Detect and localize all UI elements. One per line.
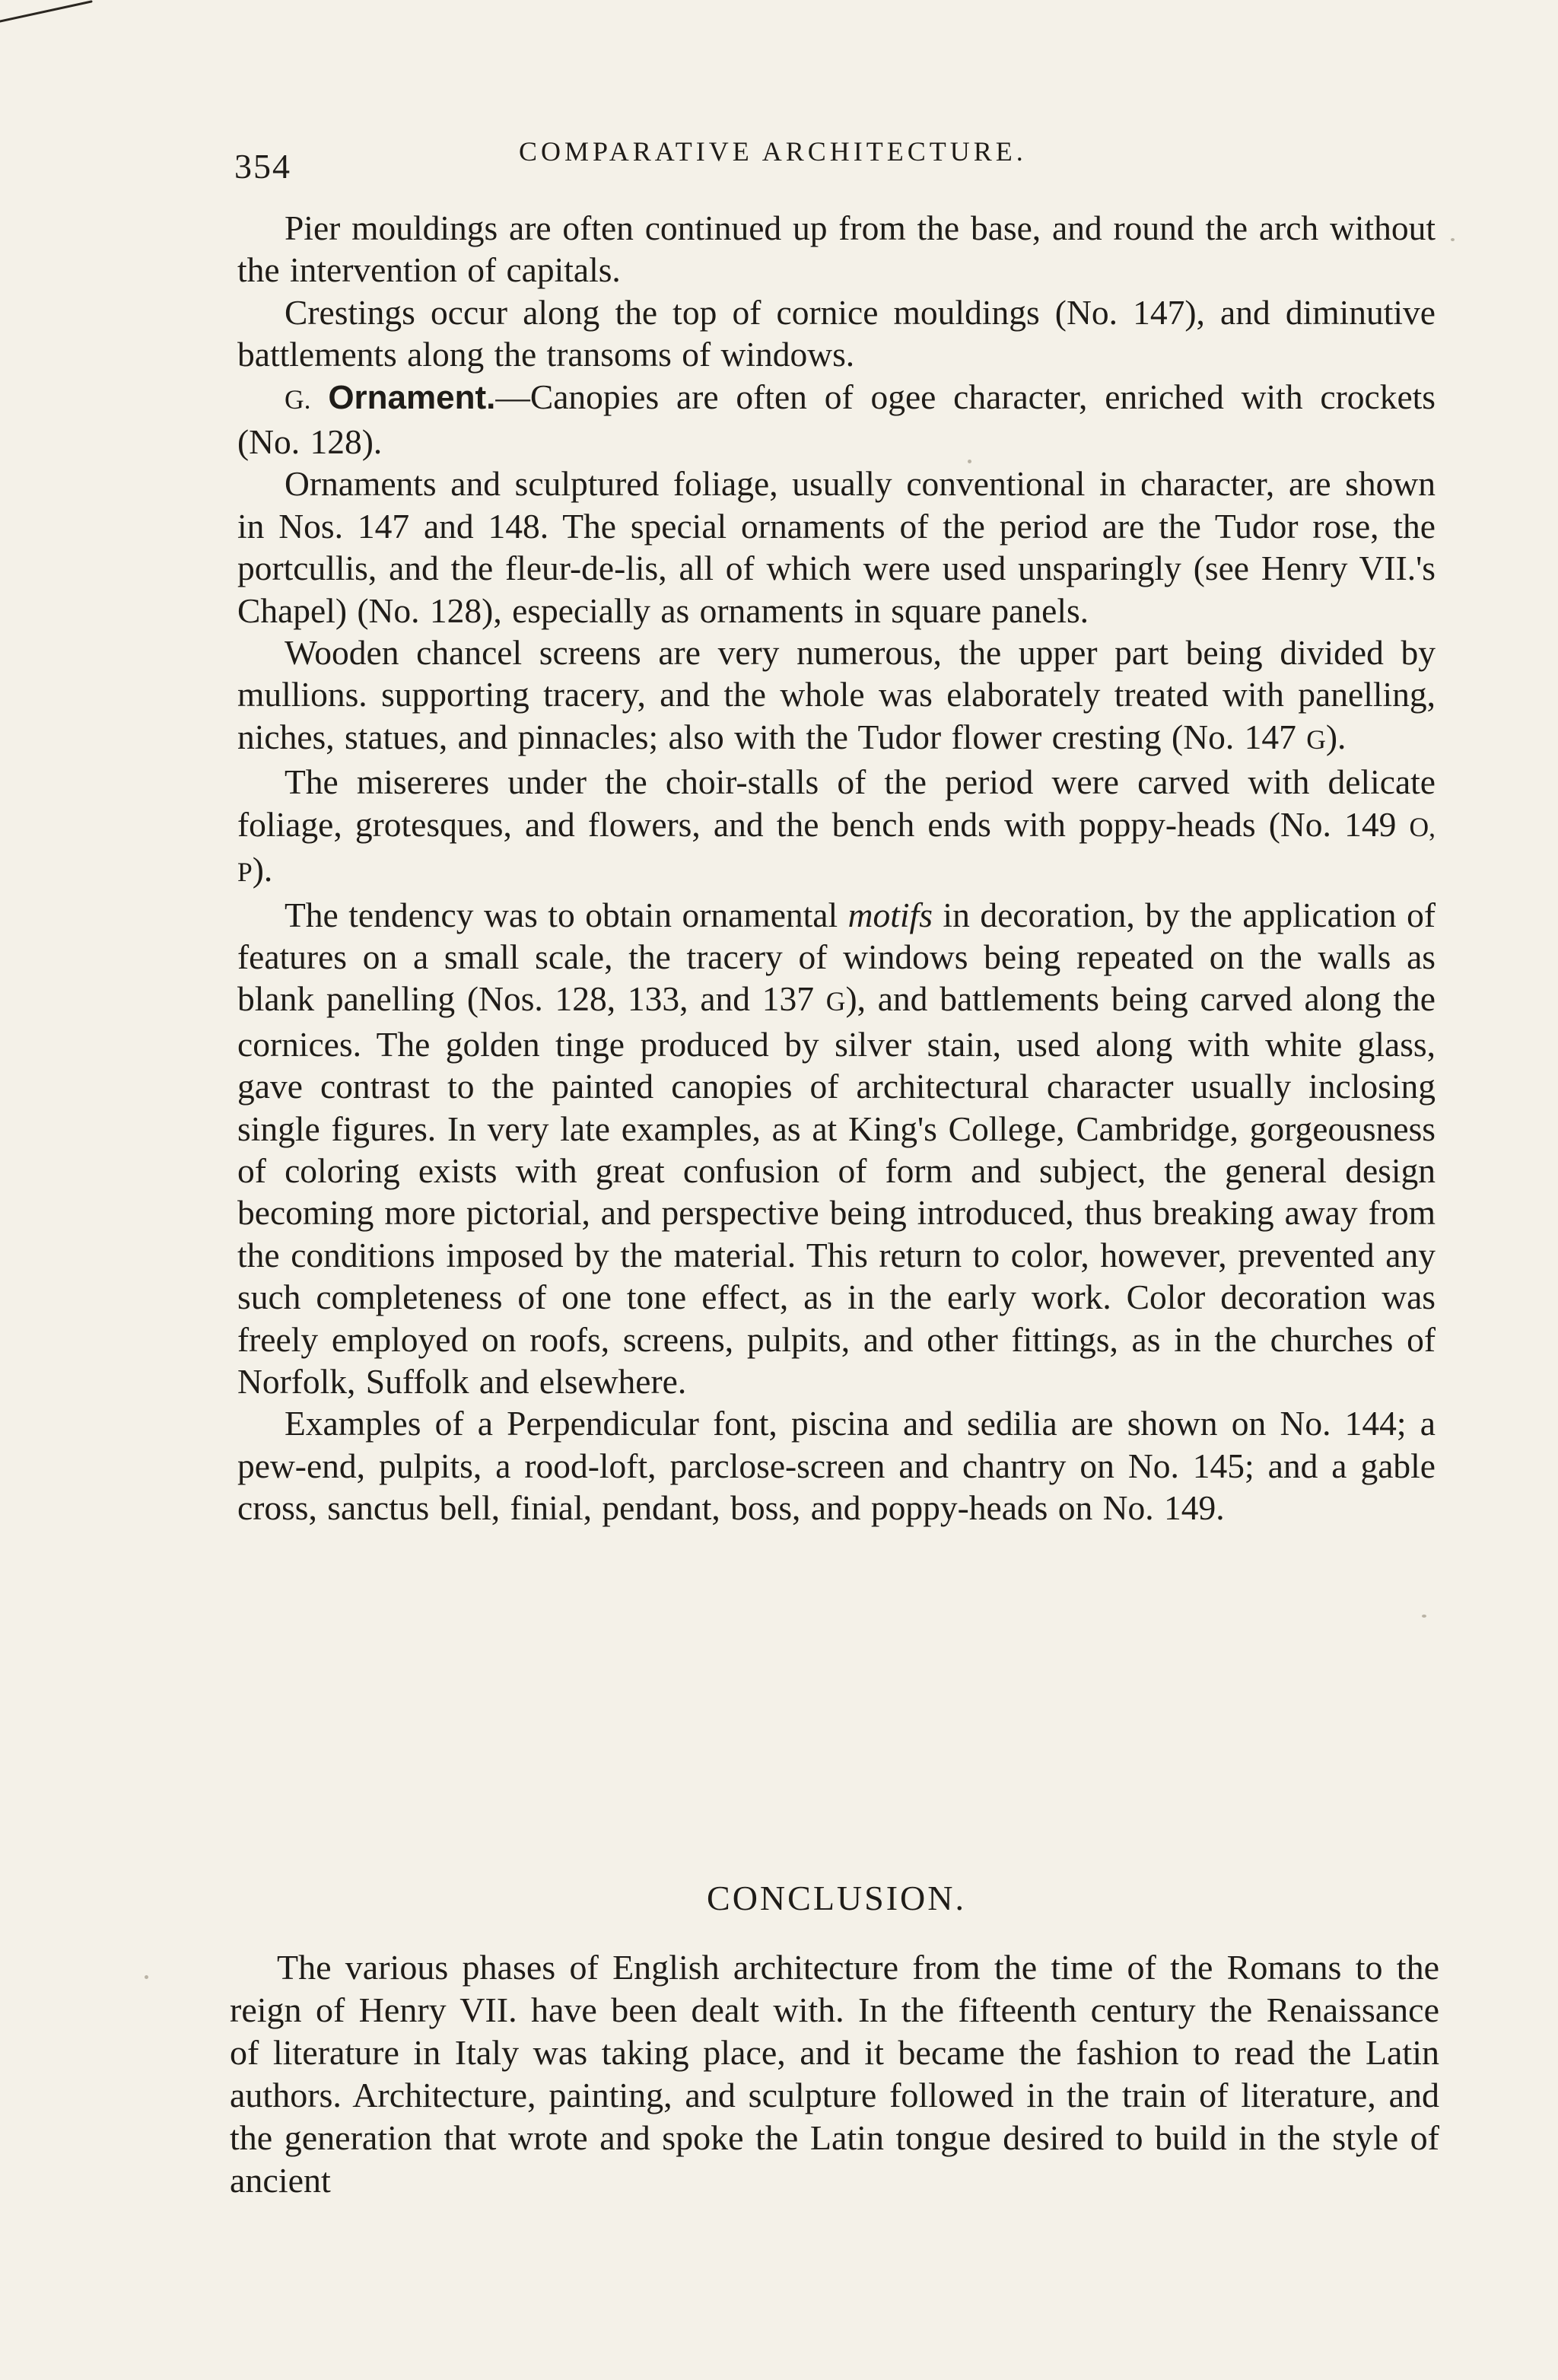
page-number: 354 bbox=[234, 147, 291, 186]
paragraph-pier-mouldings: Pier mouldings are often continued up from the base, and round the arch without the intervention of capitals. bbox=[237, 208, 1436, 290]
paragraph-ornament: G. Ornament.—Canopies are often of ogee character, enriched with crockets (No. 128). bbox=[237, 377, 1436, 462]
paragraph-conclusion: The various phases of English architecture from the time of the Romans to the reign of Henry VII. have been dealt with. In the fifteenth century the Renaissance of literature in Italy was taking place, and it became the fashion to read the Latin authors. Architecture, painting, and sculpture followed in the train of literature, and the generation that wrote and spoke the Latin tongue desired to build in the style of ancient bbox=[230, 1948, 1439, 2200]
paper-speck bbox=[145, 1975, 148, 1979]
paper-speck bbox=[1422, 1615, 1426, 1618]
body-text bbox=[237, 207, 1436, 1529]
paragraph-chancel-screens: Wooden chancel screens are very numerous, the upper part being divided by mullions. supporting tracery, and the whole was elaborately treated with panelling, niches, statues, and pinnacles; also with the Tudor flower cresting (No. 147 G). bbox=[237, 633, 1436, 756]
paragraph-crestings: Crestings occur along the top of cornice mouldings (No. 147), and diminutive battlements along the transoms of windows. bbox=[237, 292, 1436, 374]
paragraph-ornamental-motifs: The tendency was to obtain ornamental motifs in decoration, by the application of features on a small scale, the tracery of windows being repeated on the walls as blank panelling (Nos. 128, 133, and 137 G), and battlements being carved along the cornices. The golden tinge produced by silver stain, used along with white glass, gave contrast to the painted canopies of architectural character usually inclosing single figures. In very late examples, as at King's College, Cambridge, gorgeousness of coloring exists with great confusion of form and subject, the general design becoming more pictorial, and perspective being introduced, thus breaking away from the conditions imposed by the material. This return to color, however, prevented any such completeness of one tone effect, as in the early work. Color decoration was freely employed on roofs, screens, pulpits, and other fittings, as in the churches of Norfolk, Suffolk and elsewhere. bbox=[237, 895, 1436, 1401]
paper-speck bbox=[968, 460, 971, 463]
conclusion-text bbox=[230, 1946, 1439, 2202]
paragraph-ornaments-foliage: Ornaments and sculptured foliage, usually conventional in character, are shown in Nos. 147 and 148. The special ornaments of the period are the Tudor rose, the portcullis, and the fleur-de-lis, all of which were used unsparingly (see Henry VII.'s Chapel) (No. 128), especially as ornaments in square panels. bbox=[237, 464, 1436, 630]
section-heading: Ornament. bbox=[328, 378, 496, 416]
running-head bbox=[228, 135, 1445, 186]
pencil-mark bbox=[0, 0, 99, 30]
paper-speck bbox=[1451, 238, 1455, 241]
section-title-conclusion: CONCLUSION. bbox=[707, 1879, 966, 1917]
paragraph-examples: Examples of a Perpendicular font, piscina and sedilia are shown on No. 144; a pew-end, pulpits, a rood-loft, parclose-screen and chantry on No. 145; and a gable cross, sanctus bell, finial, pendant, boss, and poppy-heads on No. 149. bbox=[237, 1404, 1436, 1528]
section-letter: G. bbox=[285, 383, 311, 415]
running-title: COMPARATIVE ARCHITECTURE. bbox=[519, 136, 1027, 167]
paragraph-misereres: The misereres under the choir-stalls of the period were carved with delicate foliage, grotesques, and flowers, and the bench ends with poppy-heads (No. 149 O, P). bbox=[237, 762, 1436, 889]
